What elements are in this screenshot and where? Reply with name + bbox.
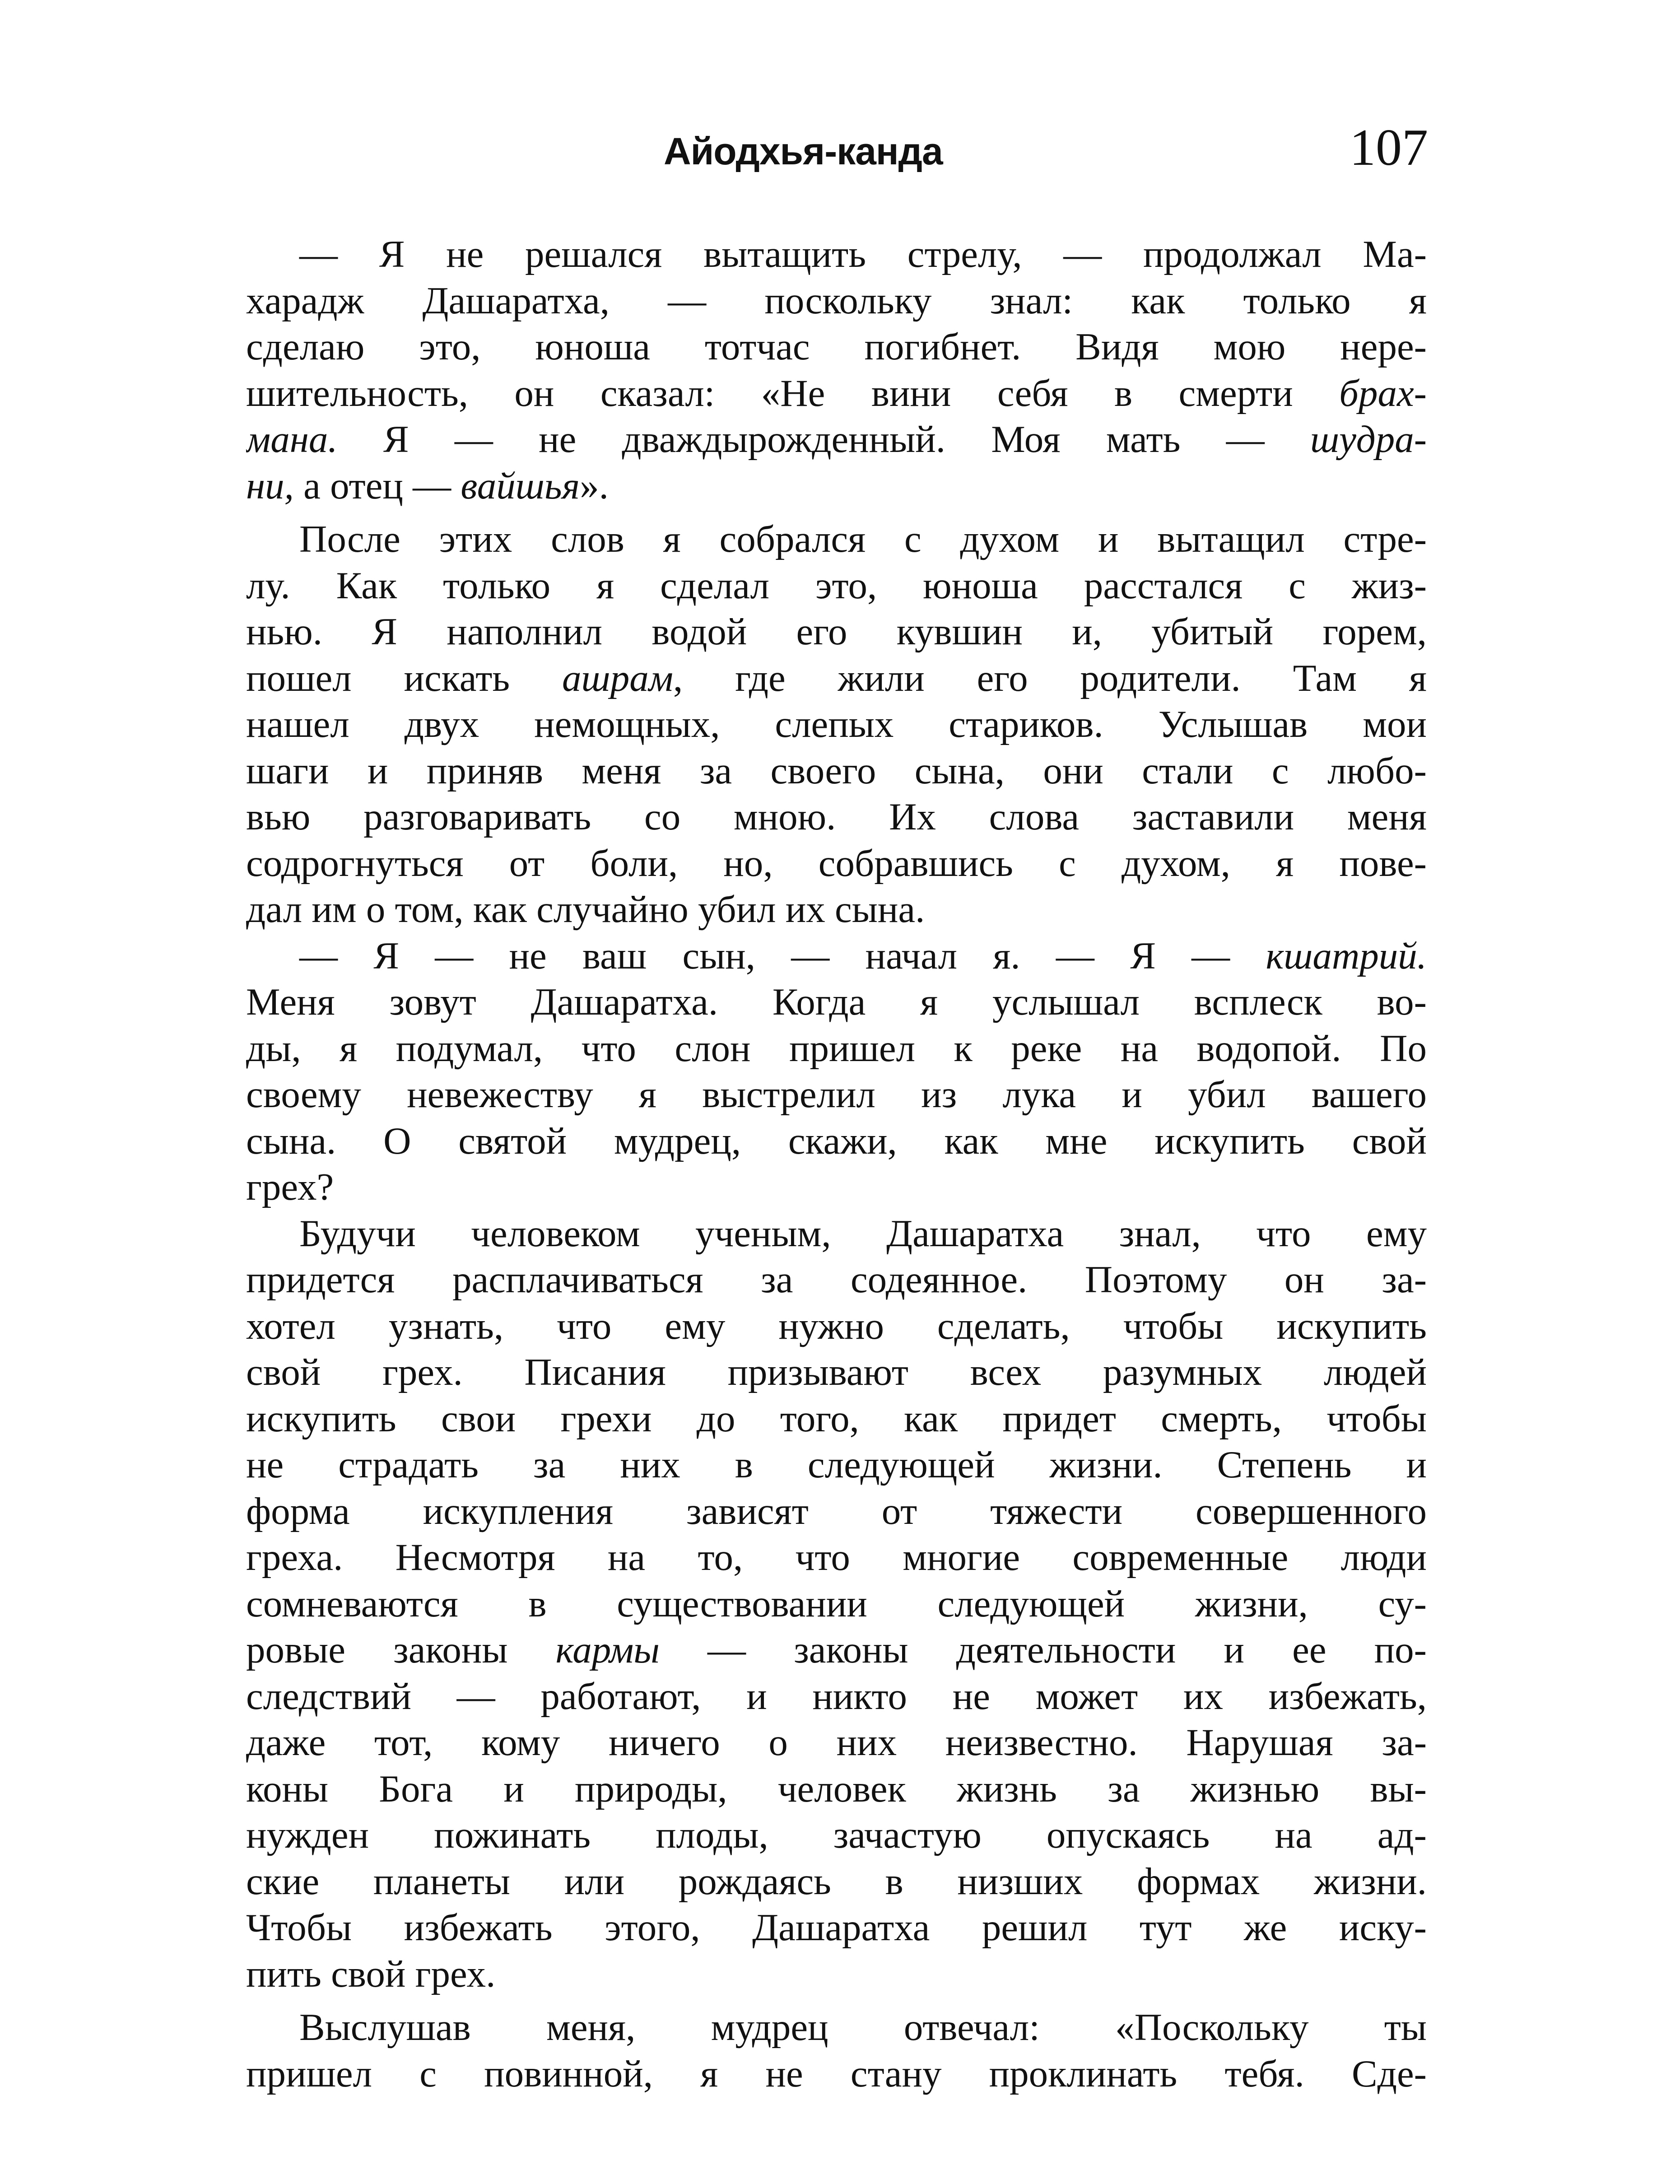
text-line: ские планеты или рождаясь в низших формах жизни. (246, 1860, 1427, 1903)
text-line: лу. Как только я сделал это, юноша расстался с жиз- (246, 564, 1427, 607)
text-line: нашел двух немощных, слепых стариков. Услышав мои (246, 703, 1427, 745)
running-head: Айодхья-канда (664, 130, 943, 172)
text-line: грех? (246, 1166, 334, 1208)
text-line (246, 416, 1427, 463)
text-line: ровые законы кармы — законы деятельности и ее по- (246, 1629, 1427, 1671)
text-line: — Я — не ваш сын, — начал я. — Я — кшатрий. (299, 934, 1427, 977)
body-text (246, 231, 1427, 2097)
text-line: пошел искать ашрам, где жили его родители. Там я (246, 657, 1427, 699)
paragraph-1 (246, 231, 1427, 509)
text-line: дал им о том, как случайно убил их сына. (246, 888, 925, 931)
text-line: хотел узнать, что ему нужно сделать, чтобы искупить (246, 1304, 1427, 1347)
text-line: вью разговаривать со мною. Их слова заставили меня (246, 796, 1427, 838)
text-line: нужден пожинать плоды, зачастую опускаясь на ад- (246, 1814, 1427, 1856)
text-line: не страдать за них в следующей жизни. Степень и (246, 1444, 1427, 1486)
italic-term: шудра- (1310, 418, 1427, 461)
text-line: ды, я подумал, что слон пришел к реке на водопой. По (246, 1027, 1427, 1070)
text-line: Выслушав меня, мудрец отвечал: «Поскольку ты (299, 2006, 1427, 2049)
italic-term: ни, (246, 464, 294, 507)
text-line: Меня зовут Дашаратха. Когда я услышал всплеск во- (246, 981, 1427, 1023)
page-number: 107 (1350, 119, 1428, 177)
text-line: — Я не решался вытащить стрелу, — продолжал Ма- (299, 233, 1427, 275)
text-line: сделаю это, юноша тотчас погибнет. Видя мою нере- (246, 326, 1427, 368)
paragraph-4 (246, 1211, 1427, 1998)
text-line: даже тот, кому ничего о них неизвестно. Нарушая за- (246, 1721, 1427, 1764)
text-line: искупить свои грехи до того, как придет смерть, чтобы (246, 1397, 1427, 1440)
text-line: Чтобы избежать этого, Дашаратха решил тут же иску- (246, 1906, 1427, 1949)
text-line: нью. Я наполнил водой его кувшин и, убитый горем, (246, 610, 1427, 653)
text-line: харадж Дашаратха, — поскольку знал: как только я (246, 279, 1427, 322)
text-line: свой грех. Писания призывают всех разумных людей (246, 1351, 1427, 1393)
text-line: шительность, он сказал: «Не вини себя в смерти брах- (246, 372, 1427, 414)
text-fragment: ». (580, 464, 609, 507)
text-line: форма искупления зависят от тяжести совершенного (246, 1490, 1427, 1532)
paragraph-3 (246, 933, 1427, 1211)
text-line: Будучи человеком ученым, Дашаратха знал, что ему (299, 1212, 1427, 1255)
text-line: содрогнуться от боли, но, собравшись с духом, я пове- (246, 842, 1427, 885)
text-line: своему невежеству я выстрелил из лука и убил вашего (246, 1073, 1427, 1116)
text-line: сомневаются в существовании следующей жизни, су- (246, 1582, 1427, 1625)
text-line: пришел с повинной, я не стану проклинать тебя. Сде- (246, 2052, 1427, 2095)
text-line: шаги и приняв меня за своего сына, они стали с любо- (246, 749, 1427, 792)
text-line: пить свой грех. (246, 1952, 496, 1995)
paragraph-2 (246, 516, 1427, 933)
text-line: После этих слов я собрался с духом и вытащил стре- (299, 518, 1427, 560)
italic-term: вайшья (461, 464, 580, 507)
paragraph-5 (246, 2004, 1427, 2097)
text-line: сына. О святой мудрец, скажи, как мне искупить свой (246, 1119, 1427, 1162)
text-fragment: а отец — (293, 464, 461, 507)
text-line: следствий — работают, и никто не может их избежать, (246, 1675, 1427, 1718)
text-line: коны Бога и природы, человек жизнь за жизнью вы- (246, 1767, 1427, 1810)
italic-term: мана. (246, 418, 338, 461)
text-line: греха. Несмотря на то, что многие современные люди (246, 1536, 1427, 1579)
text-fragment: Я — не дваждырожденный. Моя мать — (337, 418, 1311, 461)
text-line: придется расплачиваться за содеянное. Поэтому он за- (246, 1258, 1427, 1301)
text-line (246, 463, 1427, 509)
